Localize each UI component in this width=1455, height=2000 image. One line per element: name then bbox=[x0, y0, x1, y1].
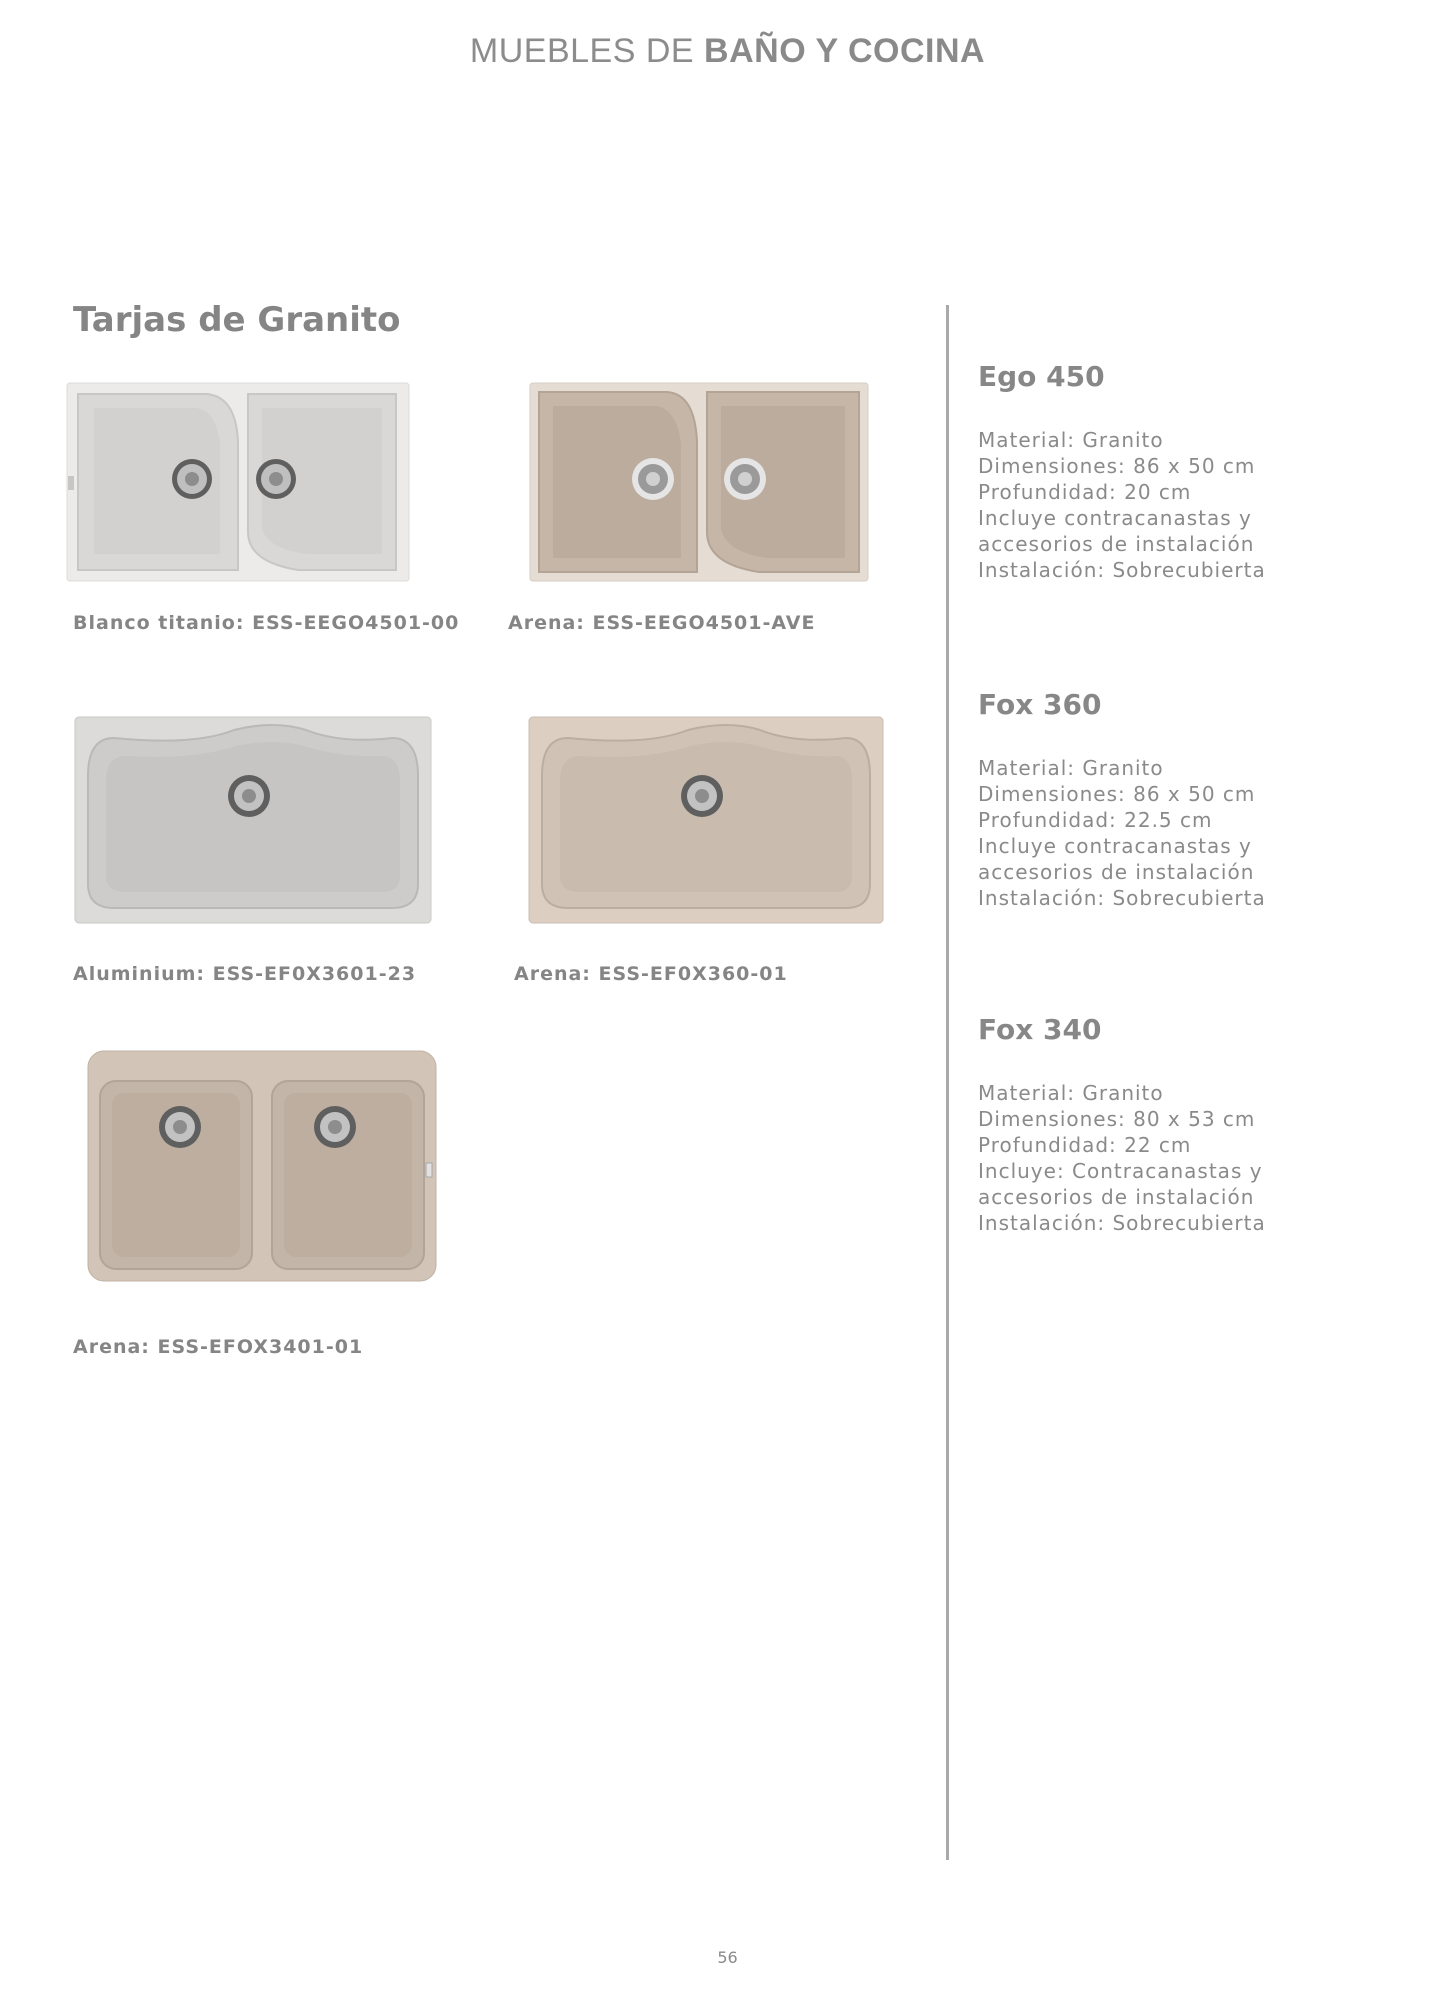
spec-line: Dimensiones: 80 x 53 cm bbox=[978, 1107, 1256, 1131]
spec-line: accesorios de instalación bbox=[978, 1185, 1255, 1209]
spec-block-ego-450 bbox=[978, 360, 1418, 583]
product-caption: Aluminium: ESS-EF0X3601-23 bbox=[73, 963, 417, 985]
spec-line: Dimensiones: 86 x 50 cm bbox=[978, 454, 1256, 478]
spec-line: accesorios de instalación bbox=[978, 532, 1255, 556]
section-title: Tarjas de Granito bbox=[73, 300, 401, 340]
sink-image-fox360-arena bbox=[528, 716, 884, 924]
header-prefix: MUEBLES DE bbox=[469, 32, 695, 70]
sink-image-ego450-arena bbox=[529, 382, 869, 582]
spec-title: Fox 360 bbox=[978, 688, 1102, 721]
spec-line: Material: Granito bbox=[978, 756, 1164, 780]
spec-lines bbox=[978, 1080, 1418, 1236]
spec-line: Material: Granito bbox=[978, 428, 1164, 452]
product-caption: Arena: ESS-EEGO4501-AVE bbox=[508, 612, 816, 634]
spec-lines bbox=[978, 427, 1418, 583]
spec-line: Instalación: Sobrecubierta bbox=[978, 886, 1266, 910]
spec-title: Fox 340 bbox=[978, 1013, 1102, 1046]
spec-line: Instalación: Sobrecubierta bbox=[978, 1211, 1266, 1235]
spec-block-fox-360 bbox=[978, 688, 1418, 911]
sink-image-ego450-blanco bbox=[66, 382, 410, 582]
product-caption: Arena: ESS-EF0X360-01 bbox=[514, 963, 788, 985]
spec-line: Incluye contracanastas y bbox=[978, 506, 1252, 530]
product-caption: Blanco titanio: ESS-EEGO4501-00 bbox=[73, 612, 460, 634]
spec-line: Dimensiones: 86 x 50 cm bbox=[978, 782, 1256, 806]
spec-line: Material: Granito bbox=[978, 1081, 1164, 1105]
page-header bbox=[0, 32, 1455, 71]
sink-image-fox360-aluminium bbox=[74, 716, 432, 924]
spec-line: Instalación: Sobrecubierta bbox=[978, 558, 1266, 582]
spec-block-fox-340 bbox=[978, 1013, 1418, 1236]
spec-line: accesorios de instalación bbox=[978, 860, 1255, 884]
spec-line: Profundidad: 22 cm bbox=[978, 1133, 1192, 1157]
spec-line: Incluye contracanastas y bbox=[978, 834, 1252, 858]
column-divider bbox=[946, 305, 949, 1860]
page-number: 56 bbox=[717, 1948, 738, 1967]
header-emphasis: BAÑO Y COCINA bbox=[704, 32, 986, 70]
spec-line: Profundidad: 22.5 cm bbox=[978, 808, 1213, 832]
spec-lines bbox=[978, 755, 1418, 911]
spec-title: Ego 450 bbox=[978, 360, 1105, 393]
spec-line: Profundidad: 20 cm bbox=[978, 480, 1192, 504]
spec-line: Incluye: Contracanastas y bbox=[978, 1159, 1263, 1183]
sink-image-fox340-arena bbox=[86, 1049, 438, 1283]
product-caption: Arena: ESS-EFOX3401-01 bbox=[73, 1336, 364, 1358]
